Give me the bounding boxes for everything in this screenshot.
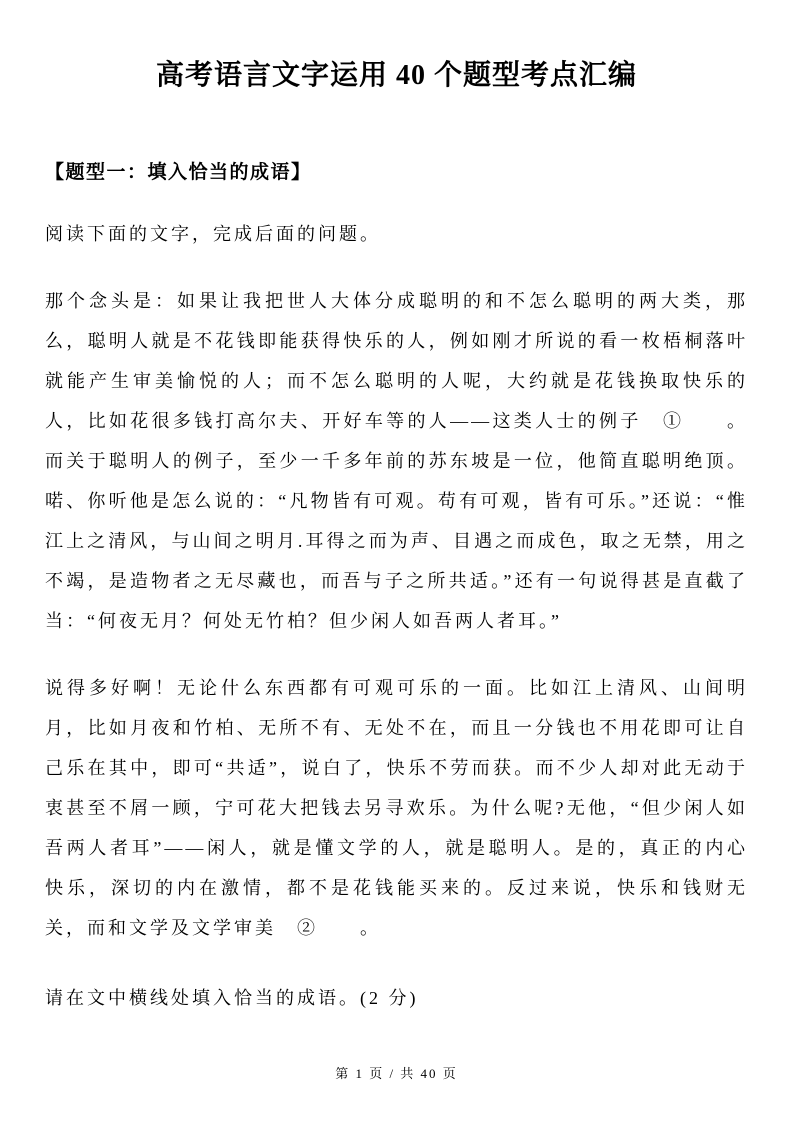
passage-paragraph-2: 说得多好啊！无论什么东西都有可观可乐的一面。比如江上清风、山间明月，比如月夜和竹柏、无所不有、无处不在，而且一分钱也不用花即可让自己乐在其中，即可“共适”，说白了，快乐不劳而获。而不少人却对此无动于衷甚至不屑一顾，宁可花大把钱去另寻欢乐。为什么呢?无他，“但少闲人如吾两人者耳”——闲人，就是懂文学的人，就是聪明人。是的，真正的内心快乐，深切的内在激情，都不是花钱能买来的。反过来说，快乐和钱财无关，而和文学及文学审美 ② 。 xyxy=(45,677,748,938)
question-line: 请在文中横线处填入恰当的成语。(2 分) xyxy=(45,987,419,1008)
section-heading: 【题型一：填入恰当的成语】 xyxy=(45,162,312,184)
page-footer: 第 1 页 / 共 40 页 xyxy=(335,1066,458,1081)
instruction-paragraph: 阅读下面的文字，完成后面的问题。 xyxy=(45,223,381,244)
passage-paragraph-1: 那个念头是：如果让我把世人大体分成聪明的和不怎么聪明的两大类，那么，聪明人就是不花钱即能获得快乐的人，例如刚才所说的看一枚梧桐落叶就能产生审美愉悦的人；而不怎么聪明的人呢，大约就是花钱换取快乐的人，比如花很多钱打高尔夫、开好车等的人——这类人士的例子 ① 。而关于聪明人的例子，至少一千多年前的苏东坡是一位，他简直聪明绝顶。喏、你听他是怎么说的：“凡物皆有可观。苟有可观，皆有可乐。”还说：“惟江上之清风，与山间之明月.耳得之而为声、目遇之而成色，取之无禁，用之不竭，是造物者之无尽藏也，而吾与子之所共适。”还有一句说得甚是直截了当：“何夜无月？何处无竹柏？但少闲人如吾两人者耳。” xyxy=(45,290,748,631)
document-title: 高考语言文字运用 40 个题型考点汇编 xyxy=(155,60,637,91)
